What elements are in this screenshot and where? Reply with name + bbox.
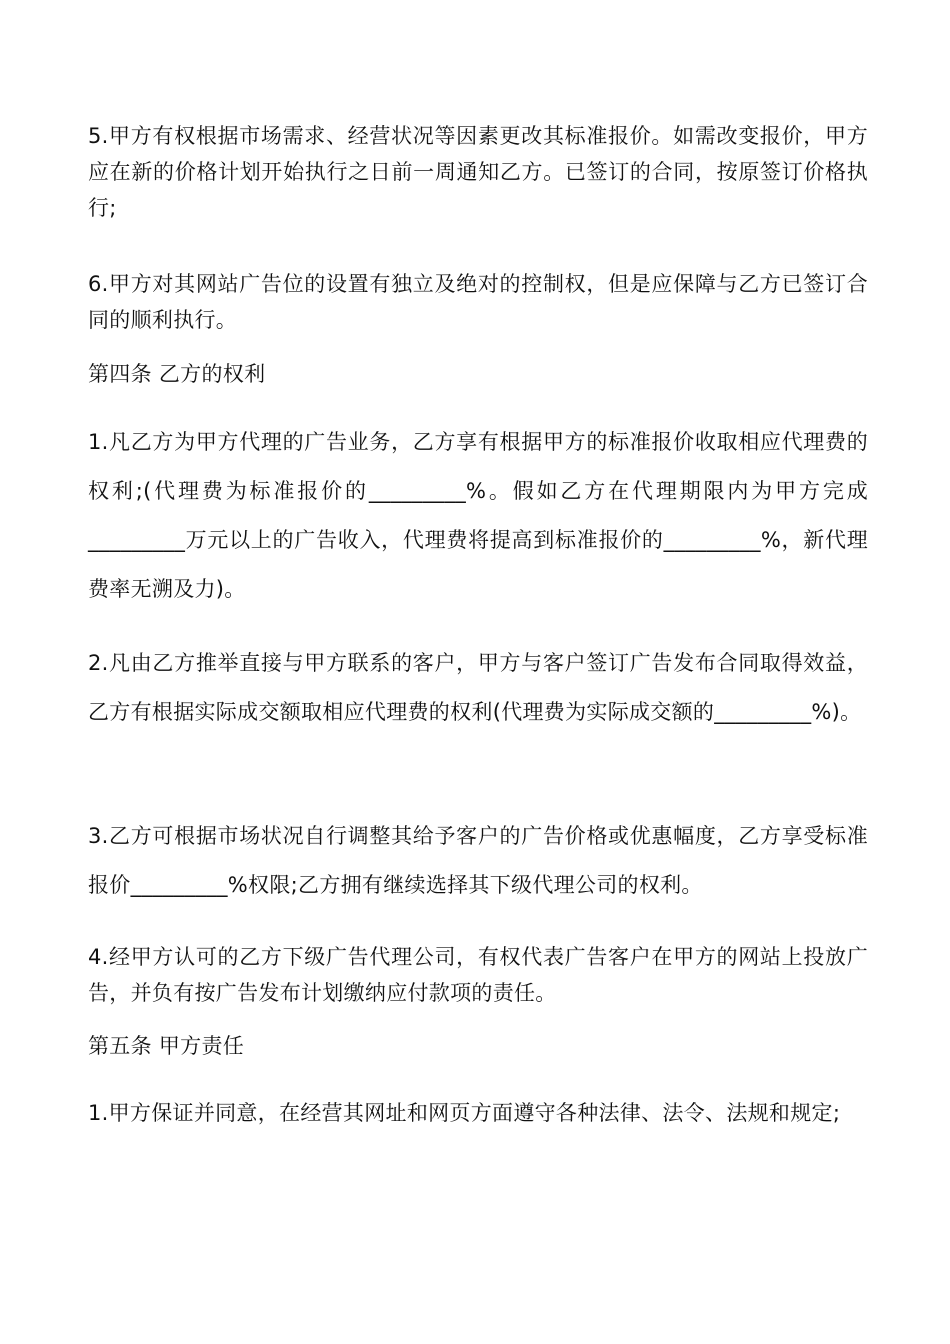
article-4-item-4: 4.经甲方认可的乙方下级广告代理公司，有权代表广告客户在甲方的网站上投放广告，并负有按广告发布计划缴纳应付款项的责任。 [88, 945, 868, 1005]
article-5-item-1: 1.甲方保证并同意，在经营其网址和网页方面遵守各种法律、法令、法规和规定; [88, 1101, 841, 1125]
article-4-heading: 第四条 乙方的权利 [88, 362, 266, 386]
article-4-item-1: 1.凡乙方为甲方代理的广告业务，乙方享有根据甲方的标准报价收取相应代理费的权利;(代理费为标准报价的_________%。假如乙方在代理期限内为甲方完成_________万元以上的广告收入，代理费将提高到标准报价的_________%，新代理费率无溯及力)。 [88, 430, 868, 601]
article-4-item-3: 3.乙方可根据市场状况自行调整其给予客户的广告价格或优惠幅度，乙方享受标准报价_________%权限;乙方拥有继续选择其下级代理公司的权利。 [88, 824, 868, 897]
clause-6-paragraph: 6.甲方对其网站广告位的设置有独立及绝对的控制权，但是应保障与乙方已签订合同的顺利执行。 [88, 272, 868, 332]
clause-5-paragraph: 5.甲方有权根据市场需求、经营状况等因素更改其标准报价。如需改变报价，甲方应在新的价格计划开始执行之日前一周通知乙方。已签订的合同，按原签订价格执行; [88, 124, 868, 220]
article-4-item-2: 2.凡由乙方推举直接与甲方联系的客户，甲方与客户签订广告发布合同取得效益，乙方有根据实际成交额取相应代理费的权利(代理费为实际成交额的_________%)。 [88, 651, 868, 724]
article-5-heading: 第五条 甲方责任 [88, 1034, 245, 1058]
